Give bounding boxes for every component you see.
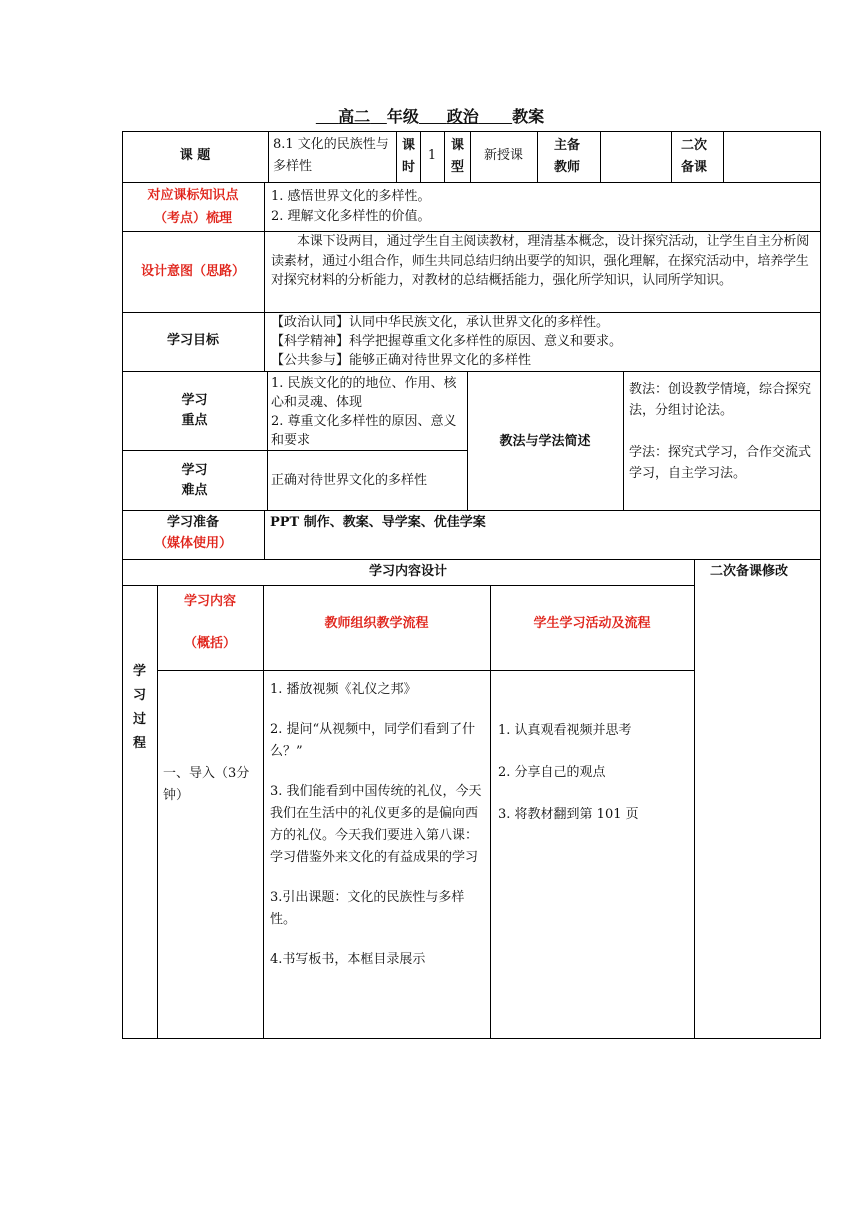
- design-label: 设计意图（思路）: [140, 264, 245, 279]
- rule: [723, 131, 724, 182]
- title-grade: 高二: [338, 107, 371, 126]
- list-item: 1. 民族文化的的地位、作用、核心和灵魂、体现: [271, 376, 457, 410]
- rule: [263, 585, 264, 1038]
- rule: [537, 131, 538, 182]
- prep-text: PPT 制作、教案、导学案、优佳学案: [270, 515, 486, 530]
- list-item: 【公共参与】能够正确对待世界文化的多样性: [271, 353, 532, 368]
- rule: [122, 1038, 821, 1039]
- revision-header: 二次备课修改: [710, 564, 789, 579]
- step-title: 一、导入（3分钟）: [163, 766, 250, 803]
- rule: [268, 131, 269, 182]
- list-item: 4.书写板书，本框目录展示: [270, 952, 426, 967]
- rule: [267, 371, 268, 510]
- rule: [122, 559, 821, 560]
- objectives-list: [271, 313, 816, 370]
- teacher-column-header: 教师组织教学流程: [324, 616, 429, 631]
- list-item: 1. 认真观看视频并思考: [498, 723, 632, 738]
- list-item: 【科学精神】科学把握尊重文化多样性的原因、意义和要求。: [271, 334, 623, 349]
- rule: [122, 510, 821, 511]
- type-label: 课型: [450, 138, 464, 175]
- page-title: [0, 104, 860, 127]
- hours-value: 1: [427, 148, 437, 163]
- methods-label: 教法与学法简述: [499, 434, 591, 449]
- rule: [264, 182, 265, 371]
- key-points-label: 学习 重点: [181, 393, 208, 428]
- rule: [671, 131, 672, 182]
- type-value: 新授课: [483, 148, 523, 163]
- topic-label: 课 题: [179, 148, 211, 163]
- list-item: 1. 感悟世界文化的多样性。: [271, 189, 431, 204]
- standards-list: [271, 187, 816, 227]
- key-points-list: [271, 374, 464, 450]
- design-text: 本课下设两目，通过学生自主阅读教材，理清基本概念，设计探究活动，让学生自主分析阅读素材，通过小组合作，师生共同总结归纳出要学的知识，强化理解，在探究活动中，培养学生对探究材料的分析能力，对教材的总结概括能力，强化所学知识，认同所学知识。: [271, 234, 810, 288]
- title-grade-suffix: 年级: [386, 107, 419, 126]
- list-item: 2. 理解文化多样性的价值。: [271, 209, 431, 224]
- rule: [122, 371, 821, 372]
- learning-method: 学法：探究式学习，合作交流式学习，自主学习法。: [629, 445, 812, 481]
- rule: [490, 585, 491, 1038]
- methods-text: [629, 379, 817, 484]
- hours-label: 课时: [401, 138, 415, 175]
- border-right: [820, 131, 821, 1039]
- list-item: 2. 提问“从视频中，同学们看到了什么？”: [270, 722, 476, 759]
- content-design-header: 学习内容设计: [368, 564, 447, 579]
- content-column-header: 学习内容 （概括）: [183, 594, 236, 651]
- rule: [122, 585, 694, 586]
- process-label: 学 习 过 程: [132, 664, 146, 751]
- second-prep-label: 二次备课: [681, 138, 708, 175]
- title-subject: 政治: [446, 107, 479, 126]
- rule: [600, 131, 601, 182]
- teacher-steps: [270, 679, 484, 971]
- objectives-label: 学习目标: [166, 333, 219, 348]
- topic-value: 8.1 文化的民族性与多样性: [273, 137, 389, 174]
- standards-label: 对应课标知识点 （考点）梳理: [147, 188, 239, 226]
- list-item: 3.引出课题：文化的民族性与多样性。: [270, 890, 465, 927]
- rule: [157, 670, 694, 671]
- rule: [623, 371, 624, 510]
- rule: [122, 182, 821, 183]
- rule: [694, 559, 695, 1038]
- rule: [264, 510, 265, 559]
- student-steps: [498, 720, 690, 826]
- list-item: 2. 尊重文化多样性的原因、意义和要求: [271, 414, 457, 448]
- difficult-points-text: 正确对待世界文化的多样性: [271, 473, 428, 488]
- list-item: 2. 分享自己的观点: [498, 765, 606, 780]
- student-column-header: 学生学习活动及流程: [533, 616, 651, 631]
- teaching-method: 教法：创设教学情境，综合探究法，分组讨论法。: [629, 382, 812, 418]
- list-item: 3. 将教材翻到第 101 页: [498, 807, 639, 822]
- rule: [122, 450, 467, 451]
- lead-teacher-label: 主备教师: [554, 138, 581, 175]
- title-plan: 教案: [512, 107, 545, 126]
- rule: [122, 131, 821, 132]
- prep-label: 学习准备 （媒体使用）: [153, 515, 232, 551]
- difficult-points-label: 学习 难点: [181, 463, 208, 498]
- list-item: 3. 我们能看到中国传统的礼仪，今天我们在生活中的礼仪更多的是偏向西方的礼仪。今天我们要进入第八课：学习借鉴外来文化的有益成果的学习: [270, 784, 482, 865]
- list-item: 【政治认同】认同中华民族文化，承认世界文化的多样性。: [271, 315, 610, 330]
- list-item: 1. 播放视频《礼仪之邦》: [270, 682, 417, 697]
